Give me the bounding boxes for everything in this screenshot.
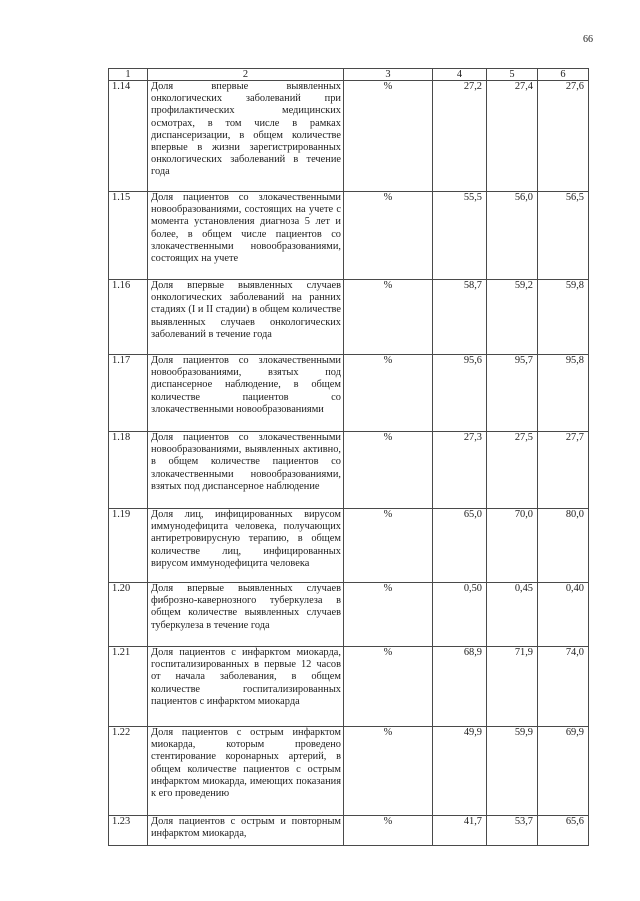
indicators-table (108, 68, 589, 846)
value-col-6: 80,0 (538, 509, 589, 583)
indicator-description: Доля лиц, инфицированных вирусом иммунодефицита человека, получающих антиретровирусную терапию, в общем количестве лиц, инфицированных вирусом иммунодефицита человека (148, 509, 344, 583)
column-header: 1 (109, 69, 148, 81)
value-col-4: 58,7 (433, 280, 487, 355)
row-number: 1.16 (109, 280, 148, 355)
row-number: 1.21 (109, 647, 148, 727)
indicator-description: Доля впервые выявленных онкологических заболеваний при профилактических медицинских осмотрах, в том числе в рамках диспансеризации, в общем количестве впервые в жизни зарегистрированных онкологических заболеваний в течение года (148, 81, 344, 192)
unit-cell: % (344, 81, 433, 192)
indicator-description: Доля пациентов с острым и повторным инфарктом миокарда, (148, 816, 344, 846)
value-col-4: 95,6 (433, 355, 487, 432)
unit-cell: % (344, 647, 433, 727)
table-header-row (109, 69, 589, 81)
indicator-description: Доля впервые выявленных случаев онкологических заболеваний на ранних стадиях (I и II стадии) в общем количестве выявленных случаев онкологических заболеваний в течение года (148, 280, 344, 355)
row-number: 1.15 (109, 192, 148, 280)
value-col-6: 27,6 (538, 81, 589, 192)
unit-cell: % (344, 192, 433, 280)
indicator-description: Доля пациентов со злокачественными новообразованиями, выявленных активно, в общем количестве пациентов со злокачественными новообразованиями, взятых под диспансерное наблюдение (148, 432, 344, 509)
column-header: 3 (344, 69, 433, 81)
value-col-6: 95,8 (538, 355, 589, 432)
table-row (109, 432, 589, 509)
column-header: 2 (148, 69, 344, 81)
value-col-5: 59,9 (487, 727, 538, 816)
value-col-6: 69,9 (538, 727, 589, 816)
value-col-5: 56,0 (487, 192, 538, 280)
page-number: 66 (583, 34, 593, 45)
unit-cell: % (344, 432, 433, 509)
column-header: 5 (487, 69, 538, 81)
indicator-description: Доля впервые выявленных случаев фиброзно-кавернозного туберкулеза в общем количестве выявленных случаев туберкулеза в течение года (148, 583, 344, 647)
table-row (109, 81, 589, 192)
indicator-description: Доля пациентов со злокачественными новообразованиями, состоящих на учете с момента установления диагноза 5 лет и более, в общем числе пациентов со злокачественными новообразованиями, состоящих на учете (148, 192, 344, 280)
table-row (109, 192, 589, 280)
value-col-6: 27,7 (538, 432, 589, 509)
value-col-4: 27,2 (433, 81, 487, 192)
value-col-5: 59,2 (487, 280, 538, 355)
value-col-4: 0,50 (433, 583, 487, 647)
value-col-4: 49,9 (433, 727, 487, 816)
value-col-5: 27,4 (487, 81, 538, 192)
value-col-4: 55,5 (433, 192, 487, 280)
unit-cell: % (344, 727, 433, 816)
table-row (109, 509, 589, 583)
value-col-6: 56,5 (538, 192, 589, 280)
row-number: 1.20 (109, 583, 148, 647)
unit-cell: % (344, 280, 433, 355)
table-row (109, 647, 589, 727)
value-col-4: 65,0 (433, 509, 487, 583)
value-col-5: 53,7 (487, 816, 538, 846)
row-number: 1.19 (109, 509, 148, 583)
row-number: 1.18 (109, 432, 148, 509)
unit-cell: % (344, 816, 433, 846)
row-number: 1.23 (109, 816, 148, 846)
value-col-4: 41,7 (433, 816, 487, 846)
table-row (109, 583, 589, 647)
value-col-6: 74,0 (538, 647, 589, 727)
table-row (109, 727, 589, 816)
value-col-5: 95,7 (487, 355, 538, 432)
row-number: 1.17 (109, 355, 148, 432)
value-col-4: 27,3 (433, 432, 487, 509)
unit-cell: % (344, 355, 433, 432)
value-col-5: 70,0 (487, 509, 538, 583)
indicator-description: Доля пациентов со злокачественными новообразованиями, взятых под диспансерное наблюдение, в общем количестве пациентов со злокачественными новообразованиями (148, 355, 344, 432)
value-col-5: 71,9 (487, 647, 538, 727)
value-col-6: 65,6 (538, 816, 589, 846)
value-col-6: 59,8 (538, 280, 589, 355)
value-col-6: 0,40 (538, 583, 589, 647)
table-row (109, 816, 589, 846)
table-row (109, 280, 589, 355)
value-col-4: 68,9 (433, 647, 487, 727)
unit-cell: % (344, 509, 433, 583)
row-number: 1.22 (109, 727, 148, 816)
indicator-description: Доля пациентов с острым инфарктом миокарда, которым проведено стентирование коронарных артерий, в общем количестве пациентов с острым инфарктом миокарда, имеющих показания к его проведению (148, 727, 344, 816)
unit-cell: % (344, 583, 433, 647)
table-row (109, 355, 589, 432)
value-col-5: 27,5 (487, 432, 538, 509)
indicator-description: Доля пациентов с инфарктом миокарда, госпитализированных в первые 12 часов от начала заболевания, в общем количестве госпитализированных пациентов с инфарктом миокарда (148, 647, 344, 727)
column-header: 4 (433, 69, 487, 81)
value-col-5: 0,45 (487, 583, 538, 647)
column-header: 6 (538, 69, 589, 81)
row-number: 1.14 (109, 81, 148, 192)
